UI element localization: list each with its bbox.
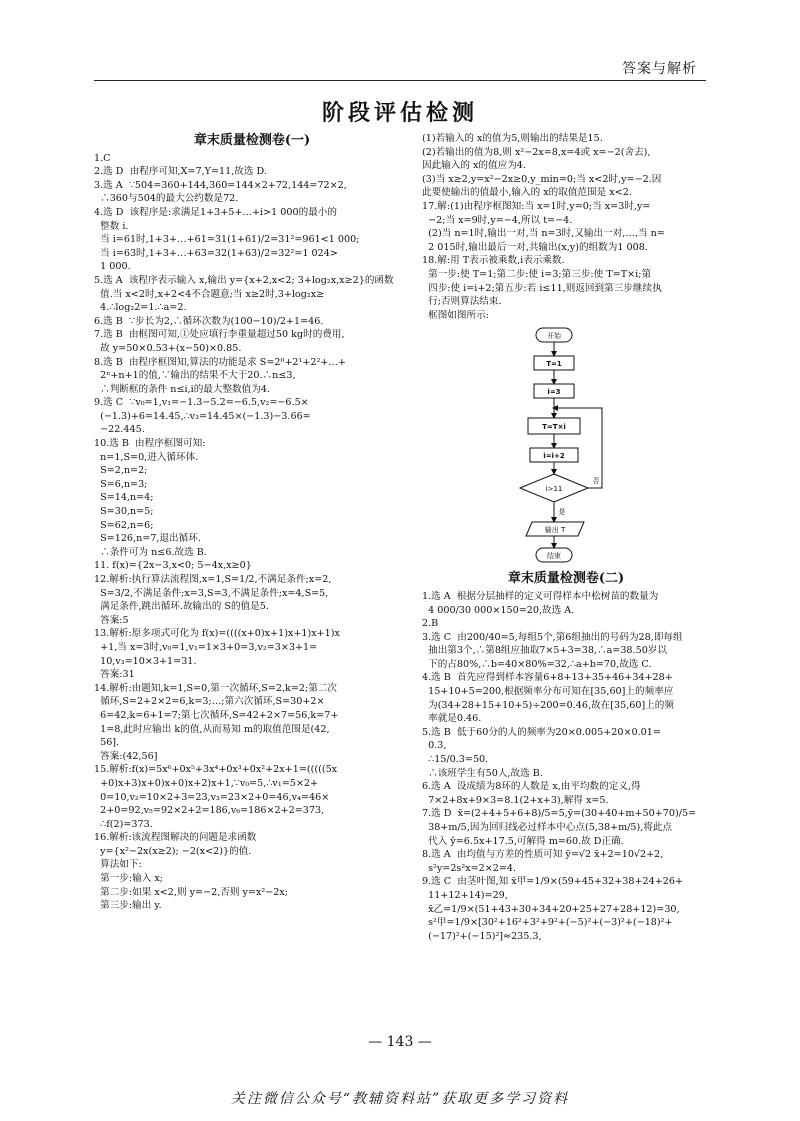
answer-line: 2.选 D 由程序可知,X=7,Y=11,故选 D. (94, 166, 267, 178)
answer-line: 14.解析:由题知,k=1,S=0,第一次循环,S=2,k=2;第二次 (94, 682, 338, 694)
answer-line: 8.选 B 由程序框图知,算法的功能是求 S=2⁰+2¹+2²+…+ (94, 356, 346, 368)
flow-step-2-label: i=3 (547, 388, 561, 397)
answer-line: 7.选 B 由框图可知,①处应填行李重量超过50 kg时的费用, (94, 329, 345, 341)
answer-line: 6.选 A 设成绩为8环的人数是 x,由平均数的定义,得 (422, 781, 641, 793)
answer-line: ∴该班学生有50人,故选 B. (422, 767, 543, 779)
answer-line: (3)当 x≥2,y=x²−2x≥0,y_min=0;当 x<2时,y=−2.因 (422, 173, 662, 185)
answer-line: 算法如下: (94, 859, 142, 871)
answer-line: S=62,n=6; (94, 519, 154, 531)
answer-line: 1=8,此时应输出 k的值,从而易知 m的取值范围是(42, (94, 723, 330, 735)
answer-line: 框图如图所示: (422, 309, 489, 321)
answer-line: s²y=2s²x=2×2=4. (422, 862, 517, 874)
answer-line: 答案:31 (94, 669, 135, 681)
answer-line: 3.选 C 由200/40=5,每组5个,第6组抽出的号码为28,即每组 (422, 631, 683, 643)
flow-condition-label: i>11 (545, 485, 563, 494)
answer-line: 第一步:使 T=1;第二步:使 i=3;第三步:使 T=T×i;第 (422, 268, 652, 280)
answer-line: 行;否则算法结束. (422, 296, 502, 308)
answer-line: x̄乙=1/9×(51+43+30+34+20+25+27+28+12)=30, (422, 903, 680, 915)
answer-line: 15+10+5=200,根据频率分布可知在[35,60]上的频率应 (422, 686, 674, 698)
answer-line: (1)若输入的 x的值为5,则输出的结果是15. (422, 133, 603, 144)
answer-line: S=30,n=5; (94, 506, 154, 518)
answer-line: 第二步:如果 x<2,则 y=−2,否则 y=x²−2x; (94, 886, 288, 898)
right-column (422, 132, 710, 943)
answer-line: 第一步:输入 x; (94, 873, 163, 885)
answer-line: 第三步:输出 y. (94, 900, 162, 912)
answer-line: 1 000. (94, 261, 131, 273)
flowchart (518, 326, 610, 564)
answer-line: 2+0=92,v₅=92×2+2=186,v₆=186×2+2=373, (94, 805, 325, 817)
answer-line: S=14,n=4; (94, 492, 154, 504)
left-column (94, 132, 410, 913)
flow-step-1-label: T=1 (546, 360, 562, 369)
answer-line: 6=42,k=6+1=7;第七次循环,S=42+2×7=56,k=7+ (94, 709, 339, 721)
answer-line: S=6,n=3; (94, 478, 148, 490)
right-answer-lines-bottom (422, 590, 710, 943)
answer-line: n=1,S=0,进入循环体. (94, 451, 199, 463)
answer-line: (2)若输出的值为8,则 x²−2x=8,x=4或 x=−2(舍去), (422, 146, 651, 158)
answer-line: 当 i=61时,1+3+…+61=31(1+61)/2=31²=961<1 000; (94, 234, 360, 246)
answer-line: 下的占80%,∴b=40×80%=32,∴a+b=70,故选 C. (422, 658, 652, 670)
answer-line: +0)x+3)x+0)x+0)x+2)x+1,∵v₀=5,∴v₁=5×2+ (94, 777, 319, 789)
answer-line: 12.解析:执行算法流程图,x=1,S=1/2,不满足条件;x=2, (94, 574, 332, 585)
answer-line: 率就是0.46. (422, 713, 482, 725)
answer-line: ∴f(2)=373. (94, 818, 153, 830)
answer-line: ∴条件可为 n≤6.故选 B. (94, 546, 207, 558)
answer-line: 答案:5 (94, 614, 129, 626)
answer-line: S=126,n=7,退出循环. (94, 533, 201, 545)
answer-line: 5.选 B 低于60分的人的频率为20×0.005+20×0.01= (422, 726, 661, 738)
answer-line: 满足条件,跳出循环.故输出的 S的值是5. (94, 601, 269, 613)
answer-line: 1.C (94, 152, 111, 164)
answer-line: ∴判断框的条件 n≤i,i的最大整数值为4. (94, 383, 271, 395)
answer-line: 四步:使 i=i+2;第五步:若 i≤11,则返回到第三步继续执 (422, 282, 662, 294)
answer-line: ∴360与504的最大公约数是72. (94, 193, 239, 205)
answer-line: 11. f(x)={2x−3,x<0; 5−4x,x≥0} (94, 560, 252, 572)
answer-line: S=3/2,不满足条件;x=3,S=3,不满足条件;x=4,S=5, (94, 587, 329, 599)
answer-line: −22.445. (94, 424, 145, 436)
answer-line: 5.选 A 该程序表示输入 x,输出 y={x+2,x<2; 3+log₂x,x≥2}的函数 (94, 274, 394, 286)
answer-line: 38+m/5,因为回归线必过样本中心点(5,38+m/5),将此点 (422, 822, 673, 833)
answer-line: 4.∴log₂2=1.∴a=2. (94, 302, 187, 314)
answer-line: 此要使输出的值最小,输入的 x的取值范围是 x<2. (422, 187, 632, 199)
answer-line: 1.选 A 根据分层抽样的定义可得样本中松树苗的数量为 (422, 590, 659, 602)
answer-line: 抽出第3个,∴第8组应抽取7×5+3=38,∴a=38.50岁以 (422, 645, 667, 657)
flow-end-label: 结束 (547, 552, 561, 561)
answer-line: +1,当 x=3时,v₀=1,v₁=1×3+0=3,v₂=3×3+1= (94, 641, 318, 653)
answer-line: ∴15/0.3=50. (422, 754, 489, 766)
answer-line: 11+12+14)=29, (422, 889, 508, 901)
page-number: — 143 — (368, 1034, 432, 1050)
section-heading-2: 章末质量检测卷(二) (507, 571, 625, 587)
answer-line: 3.选 A ∵504=360+144,360=144×2+72,144=72×2, (94, 179, 347, 191)
right-answer-lines-top (422, 132, 710, 322)
page-header-label: 答案与解析 (622, 61, 697, 77)
answer-line: (−17)²+(−15)²]≈235.3, (422, 930, 542, 942)
answer-line: 2 015时,输出最后一对,共输出(x,y)的组数为1 008. (422, 241, 648, 253)
answer-line: 4.选 B 首先应得到样本容量6+8+13+35+46+34+28+ (422, 672, 673, 684)
answer-line: 故 y=50×0.53+(x−50)×0.85. (94, 342, 242, 354)
flow-output-label: 输出 T (544, 526, 566, 535)
answer-line: 16.解析:该流程图解决的问题是求函数 (94, 832, 257, 844)
answer-line: y={x²−2x(x≥2); −2(x<2)}的值. (94, 845, 252, 857)
answer-line: 2.B (422, 618, 439, 630)
answer-line: 17.解:(1)由程序框图知:当 x=1时,y=0;当 x=3时,y= (422, 200, 651, 212)
answer-line: 循环,S=2+2×2=6,k=3;…;第六次循环,S=30+2× (94, 696, 325, 708)
page-title: 阶段评估检测 (321, 100, 478, 126)
answer-line: 0=10,v₂=10×2+3=23,v₃=23×2+0=46,v₄=46× (94, 791, 330, 803)
answer-line: 56]. (94, 737, 120, 749)
flow-step-4-label: i=i+2 (543, 452, 565, 461)
answer-line: −2;当 x=9时,y=−4,所以 t=−4. (422, 214, 573, 226)
answer-line: 7.选 D x̄=(2+4+5+6+8)/5=5,ȳ=(30+40+m+50+70)/5= (422, 808, 697, 820)
answer-line: 代入 ŷ=6.5x+17.5,可解得 m=60.故 D正确. (422, 835, 624, 847)
answer-line: 8.选 A 由均值与方差的性质可知 ȳ=√2 x̄+2=10√2+2, (422, 849, 664, 861)
answer-line: 为(34+28+15+10+5)÷200=0.46,故在[35,60]上的频 (422, 699, 674, 711)
answer-line: 15.解析:f(x)=5x⁶+0x⁵+3x⁴+0x³+0x²+2x+1=(((((5x (94, 764, 338, 776)
answer-line: 10.选 B 由程序框图可知: (94, 438, 206, 450)
footer-note: 关注微信公众号“教辅资料站”获取更多学习资料 (230, 1091, 570, 1107)
answer-line: 整数 i. (94, 220, 129, 232)
answer-line: 4.选 D 该程序是:求满足1+3+5+…+i>1 000的最小的 (94, 206, 337, 218)
answer-line: 7×2+8x+9×3=8.1(2+x+3),解得 x=5. (422, 794, 609, 806)
answer-line: s²甲=1/9×[30²+16²+3²+9²+(−5)²+(−3)²+(−18)²+ (422, 917, 673, 929)
answer-line: 值.当 x<2时,x+2<4不合题意;当 x≥2时,3+log₂x≥ (94, 288, 325, 300)
answer-line: 9.选 C ∵v₀=1,v₁=−1.3−5.2=−6.5,v₂=−6.5× (94, 397, 309, 409)
answer-line: 2ⁿ+n+1的值,∵输出的结果不大于20.∴n≤3, (94, 370, 296, 382)
answer-line: 0.3, (422, 740, 447, 752)
left-answer-lines (94, 152, 410, 913)
answer-line: S=2,n=2; (94, 465, 148, 477)
flow-start-label: 开始 (547, 332, 561, 341)
flow-no-label: 否 (592, 477, 600, 486)
answer-line: 13.解析:原多项式可化为 f(x)=((((x+0)x+1)x+1)x+1)x (94, 628, 340, 640)
answer-line: (2)当 n=1时,输出一对,当 n=3时,又输出一对,…,当 n= (422, 228, 665, 240)
answer-line: 4 000/30 000×150=20,故选 A. (422, 604, 575, 616)
answer-line: 9.选 C 由茎叶图,知 x̄甲=1/9×(59+45+32+38+24+26+ (422, 876, 684, 888)
answer-line: (−1.3)+6=14.45,∴v₃=14.45×(−1.3)−3.66= (94, 410, 311, 422)
answer-line: 答案:(42,56] (94, 750, 158, 762)
section-heading-1: 章末质量检测卷(一) (193, 133, 311, 148)
flow-yes-label: 是 (558, 508, 566, 517)
answer-line: 当 i=63时,1+3+…+63=32(1+63)/2=32²=1 024> (94, 247, 338, 259)
header-rule (94, 80, 706, 81)
answer-line: 18.解:用 T表示被乘数,i表示乘数. (422, 255, 565, 267)
flow-step-3-label: T=T×i (542, 423, 566, 432)
answer-line: 因此输入的 x的值应为4. (422, 160, 526, 172)
answer-line: 10,v₃=10×3+1=31. (94, 655, 197, 667)
answer-line: 6.选 B ∵步长为2,∴循环次数为(100−10)/2+1=46. (94, 315, 324, 327)
